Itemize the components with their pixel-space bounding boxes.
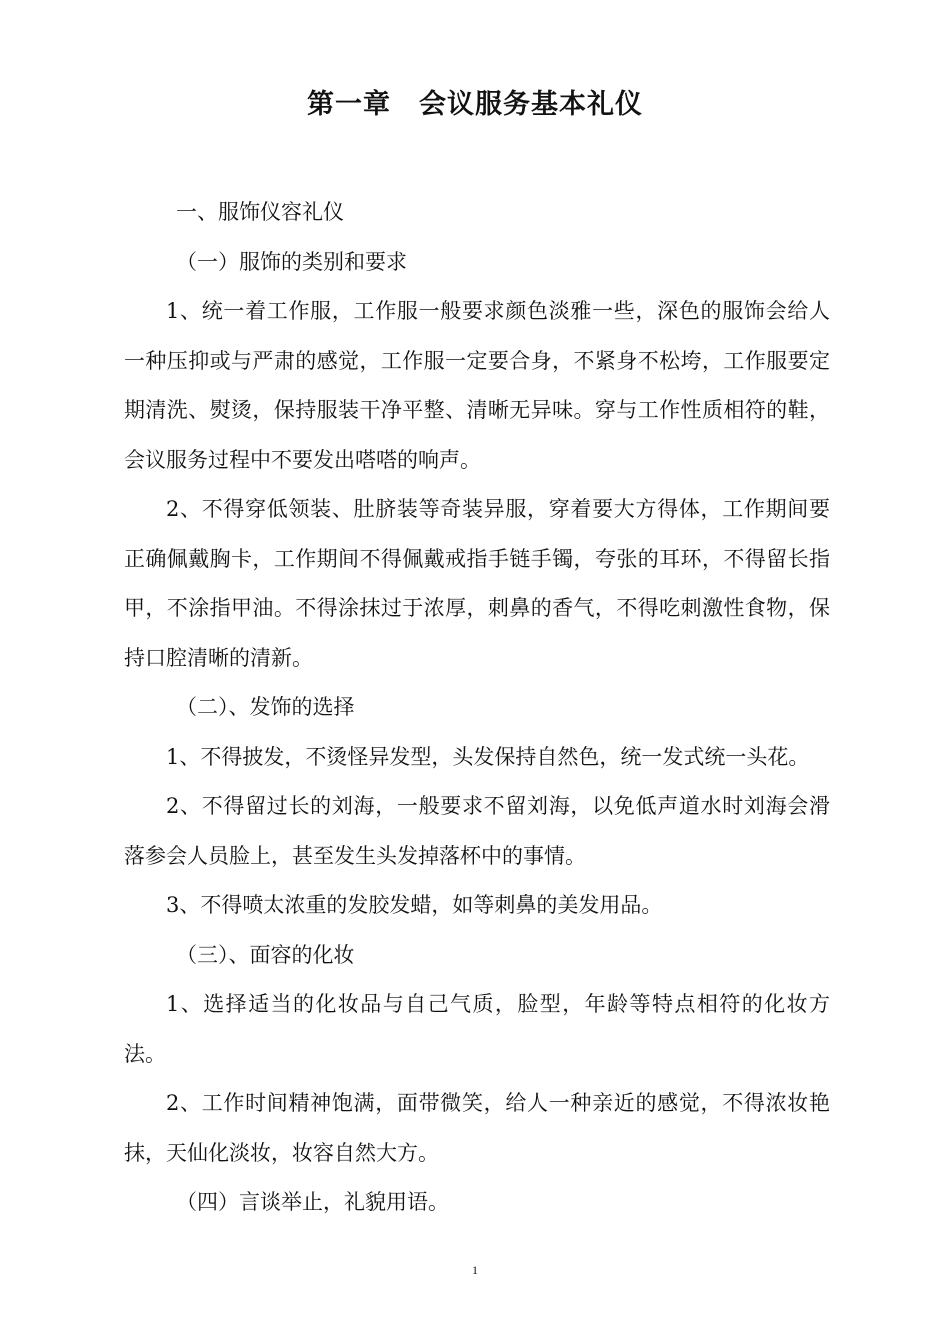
body-paragraph: 1、不得披发，不烫怪异发型，头发保持自然色，统一发式统一头花。 bbox=[166, 744, 810, 769]
body-paragraph: 1、选择适当的化妆品与自己气质，脸型，年龄等特点相符的化妆方法。 bbox=[124, 992, 830, 1066]
section-heading: 一、服饰仪容礼仪 bbox=[176, 200, 344, 224]
body-paragraph: 1、统一着工作服，工作服一般要求颜色淡雅一些，深色的服饰会给人一种压抑或与严肃的感觉，工作服一定要合身，不紧身不松垮，工作服要定期清洗、熨烫，保持服装干净平整、清晰无异味。穿与工作性质相符的鞋，会议服务过程中不要发出嗒嗒的响声。 bbox=[124, 299, 830, 472]
document-body bbox=[124, 188, 830, 1228]
subsection-heading: （二）、发饰的选择 bbox=[176, 695, 355, 719]
page-number: 1 bbox=[472, 1263, 478, 1277]
subsection-heading: （一）服饰的类别和要求 bbox=[176, 249, 407, 274]
subsection-heading: （四）言谈举止，礼貌用语。 bbox=[176, 1190, 449, 1214]
subsection-heading: （三）、面容的化妆 bbox=[176, 942, 355, 967]
body-paragraph: 2、不得留过长的刘海，一般要求不留刘海，以免低声道水时刘海会滑落参会人员脸上，甚至发生头发掉落杯中的事情。 bbox=[124, 794, 830, 868]
body-paragraph: 2、不得穿低领装、肚脐装等奇装异服，穿着要大方得体，工作期间要正确佩戴胸卡，工作期间不得佩戴戒指手链手镯，夸张的耳环，不得留长指甲，不涂指甲油。不得涂抹过于浓厚，刺鼻的香气，不得吃刺激性食物，保持口腔清晰的清新。 bbox=[124, 497, 830, 670]
body-paragraph: 3、不得喷太浓重的发胶发蜡，如等刺鼻的美发用品。 bbox=[166, 893, 663, 917]
body-paragraph: 2、工作时间精神饱满，面带微笑，给人一种亲近的感觉，不得浓妆艳抹，天仙化淡妆，妆容自然大方。 bbox=[124, 1091, 830, 1165]
chapter-title: 第一章 会议服务基本礼仪 bbox=[307, 89, 643, 120]
